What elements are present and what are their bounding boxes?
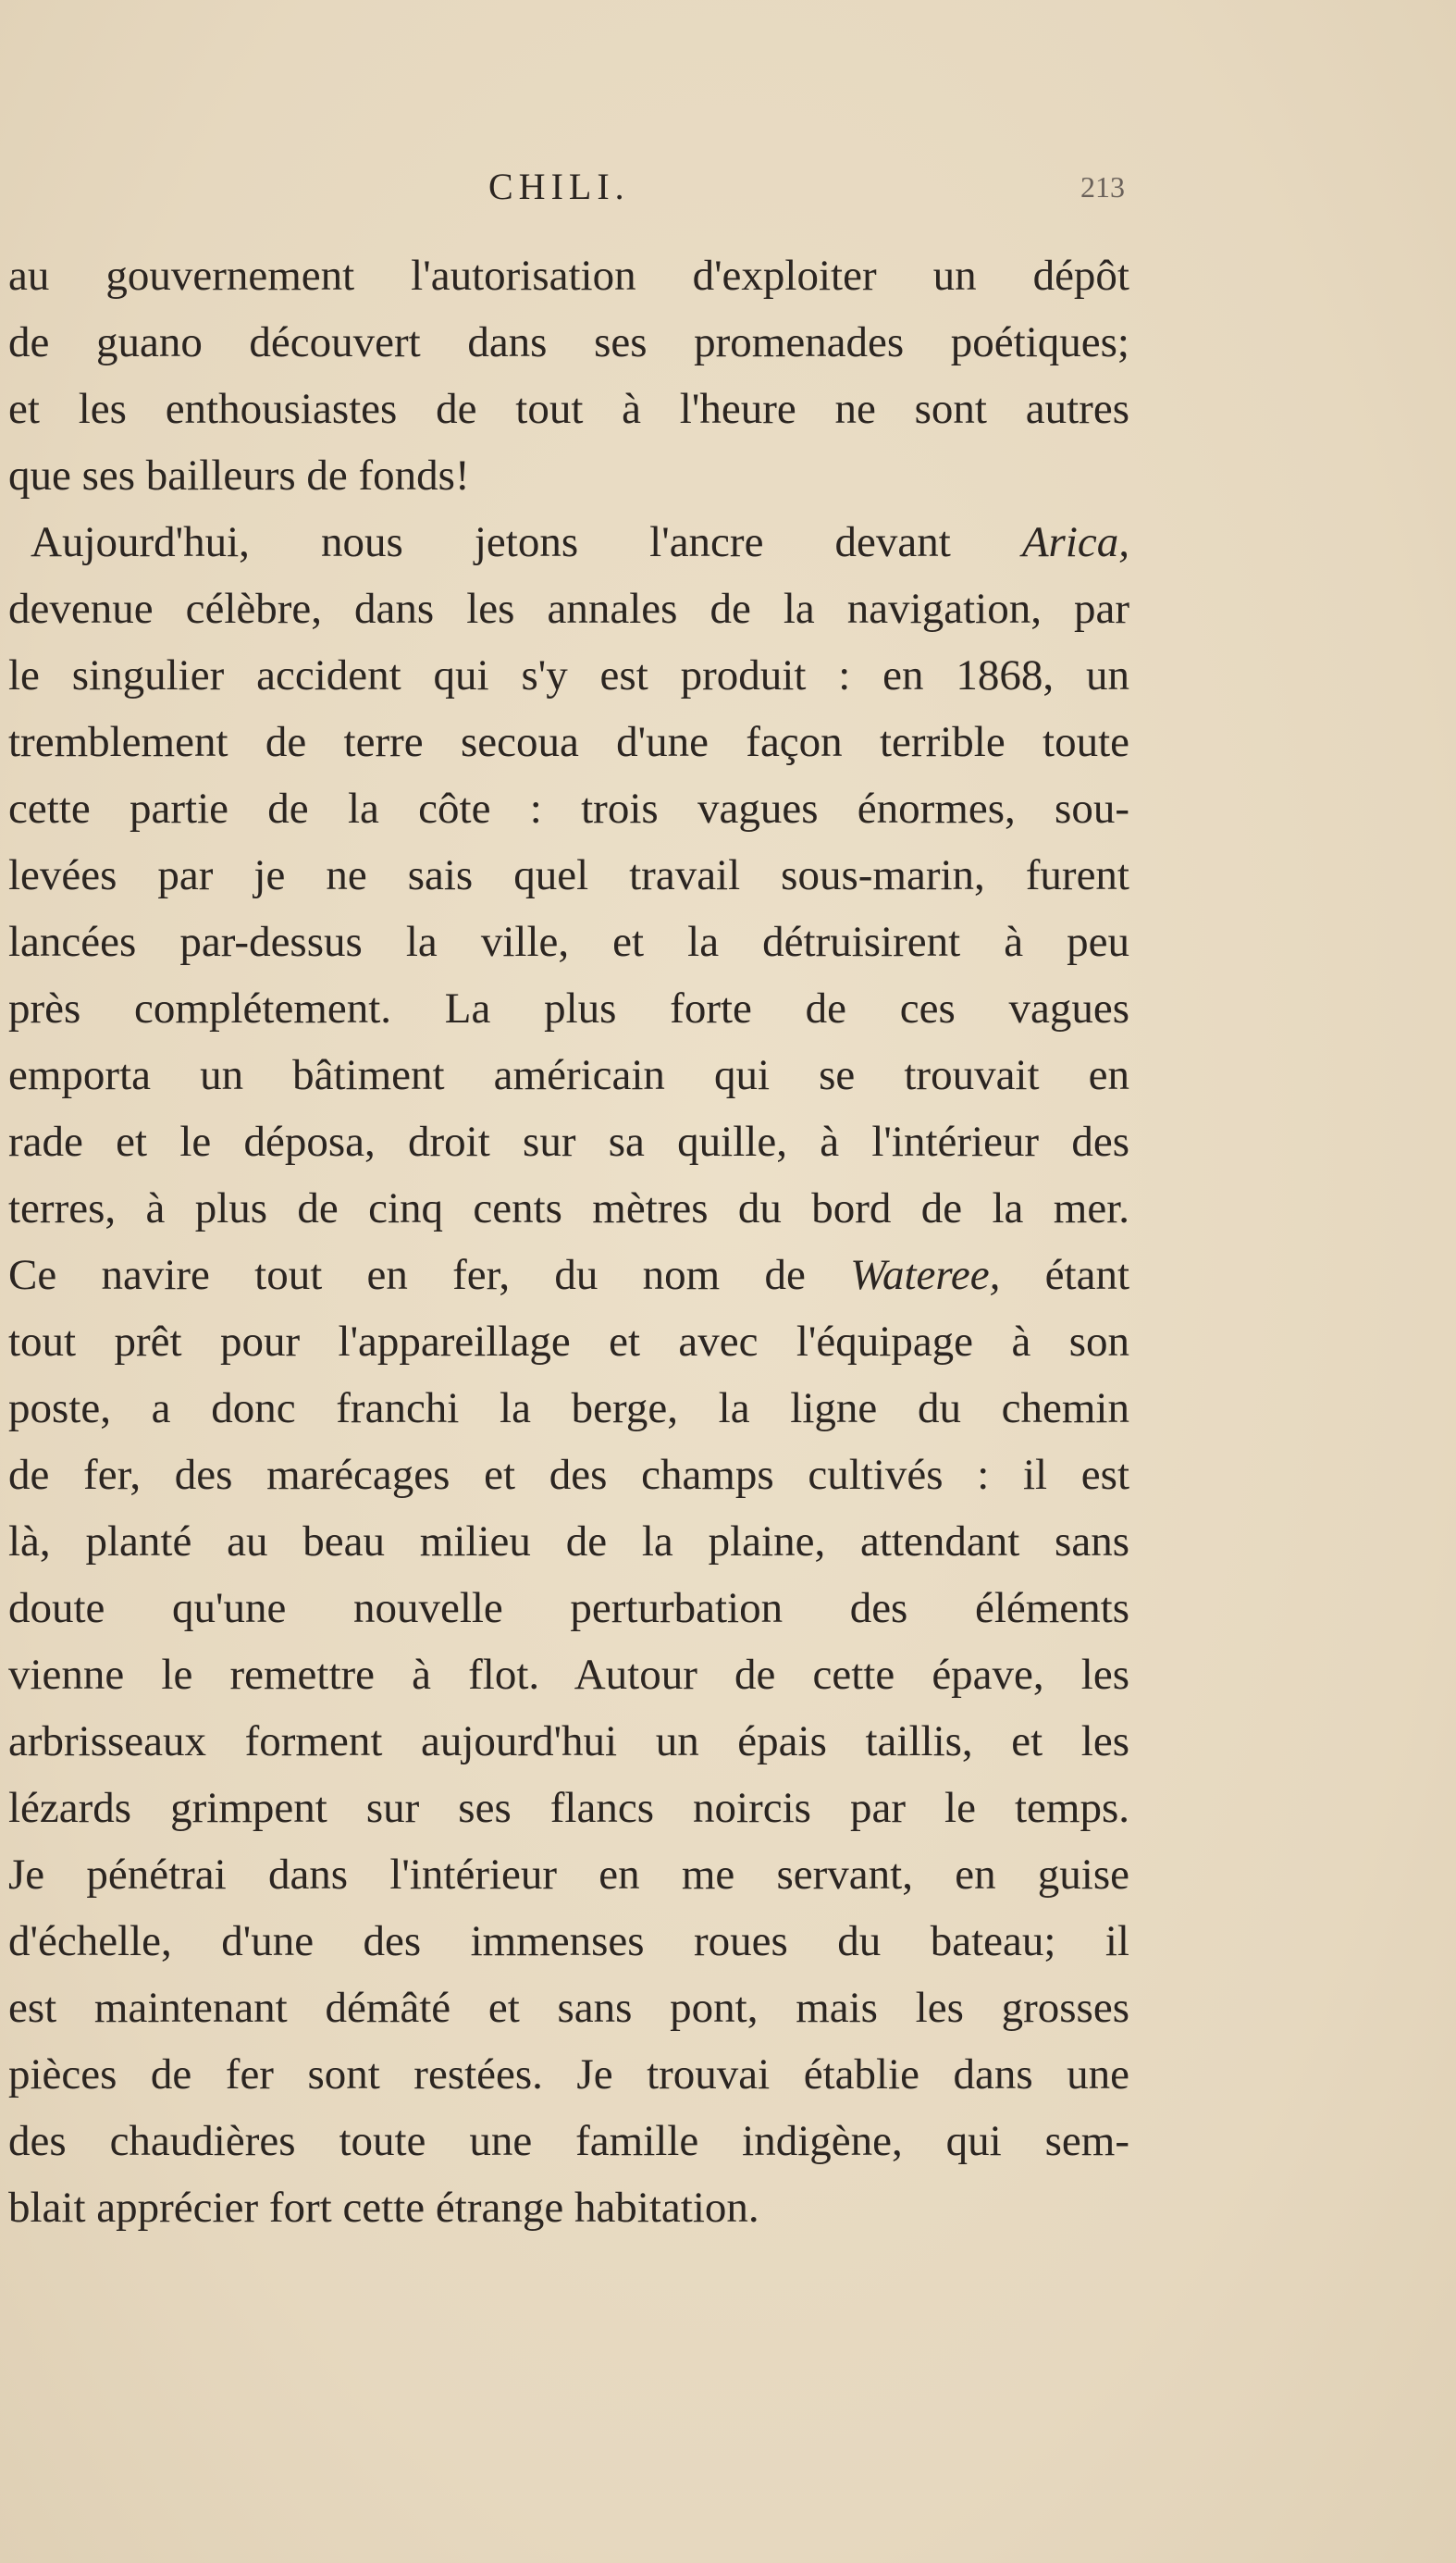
- text-line: là, planté au beau milieu de la plaine, attendant sans: [8, 1517, 1129, 1566]
- text-line: le singulier accident qui s'y est produit : en 1868, un: [8, 651, 1129, 700]
- text-line: de guano découvert dans ses promenades poétiques;: [8, 318, 1129, 366]
- page-body: [8, 242, 1129, 2241]
- ship-name-italic: Wateree,: [850, 1251, 1001, 1299]
- place-name-italic: Arica,: [1021, 518, 1129, 566]
- text-line: vienne le remettre à flot. Autour de cette épave, les: [8, 1651, 1129, 1699]
- text-segment: Aujourd'hui, nous jetons l'ancre devant: [31, 518, 951, 566]
- text-line: doute qu'une nouvelle perturbation des éléments: [8, 1584, 1129, 1632]
- text-line: arbrisseaux forment aujourd'hui un épais taillis, et les: [8, 1717, 1129, 1765]
- text-line: devenue célèbre, dans les annales de la navigation, par: [8, 585, 1129, 633]
- text-line: pièces de fer sont restées. Je trouvai établie dans une: [8, 2050, 1129, 2099]
- page-header: [0, 165, 1456, 220]
- text-line: près complétement. La plus forte de ces vagues: [8, 984, 1129, 1033]
- text-line: et les enthousiastes de tout à l'heure ne sont autres: [8, 385, 1129, 433]
- text-line: lézards grimpent sur ses flancs noircis par le temps.: [8, 1784, 1129, 1832]
- text-line: que ses bailleurs de fonds!: [8, 452, 470, 500]
- paragraph-start-line: [8, 509, 1129, 576]
- text-line: [8, 1242, 1129, 1308]
- text-line: Je pénétrai dans l'intérieur en me servant, en guise: [8, 1851, 1129, 1899]
- text-line: des chaudières toute une famille indigène, qui sem-: [8, 2117, 1129, 2165]
- text-line: tout prêt pour l'appareillage et avec l'équipage à son: [8, 1318, 1129, 1366]
- running-title: CHILI.: [488, 166, 630, 207]
- text-line: est maintenant démâté et sans pont, mais les grosses: [8, 1984, 1129, 2032]
- text-segment: Ce navire tout en fer, du nom de: [8, 1251, 806, 1299]
- text-line: au gouvernement l'autorisation d'exploiter un dépôt: [8, 252, 1129, 300]
- page-number: 213: [1080, 170, 1125, 204]
- text-line: levées par je ne sais quel travail sous-marin, furent: [8, 851, 1129, 899]
- text-line: d'échelle, d'une des immenses roues du bateau; il: [8, 1917, 1129, 1965]
- text-line: rade et le déposa, droit sur sa quille, à l'intérieur des: [8, 1118, 1129, 1166]
- text-segment: étant: [1044, 1251, 1130, 1299]
- text-line: de fer, des marécages et des champs cultivés : il est: [8, 1451, 1129, 1499]
- text-line: poste, a donc franchi la berge, la ligne du chemin: [8, 1384, 1129, 1432]
- text-line: tremblement de terre secoua d'une façon terrible toute: [8, 718, 1129, 766]
- text-line: blait apprécier fort cette étrange habitation.: [8, 2184, 759, 2232]
- text-line: terres, à plus de cinq cents mètres du bord de la mer.: [8, 1184, 1129, 1232]
- text-line: lancées par-dessus la ville, et la détruisirent à peu: [8, 918, 1129, 966]
- text-line: emporta un bâtiment américain qui se trouvait en: [8, 1051, 1129, 1099]
- text-line: cette partie de la côte : trois vagues énormes, sou-: [8, 785, 1129, 833]
